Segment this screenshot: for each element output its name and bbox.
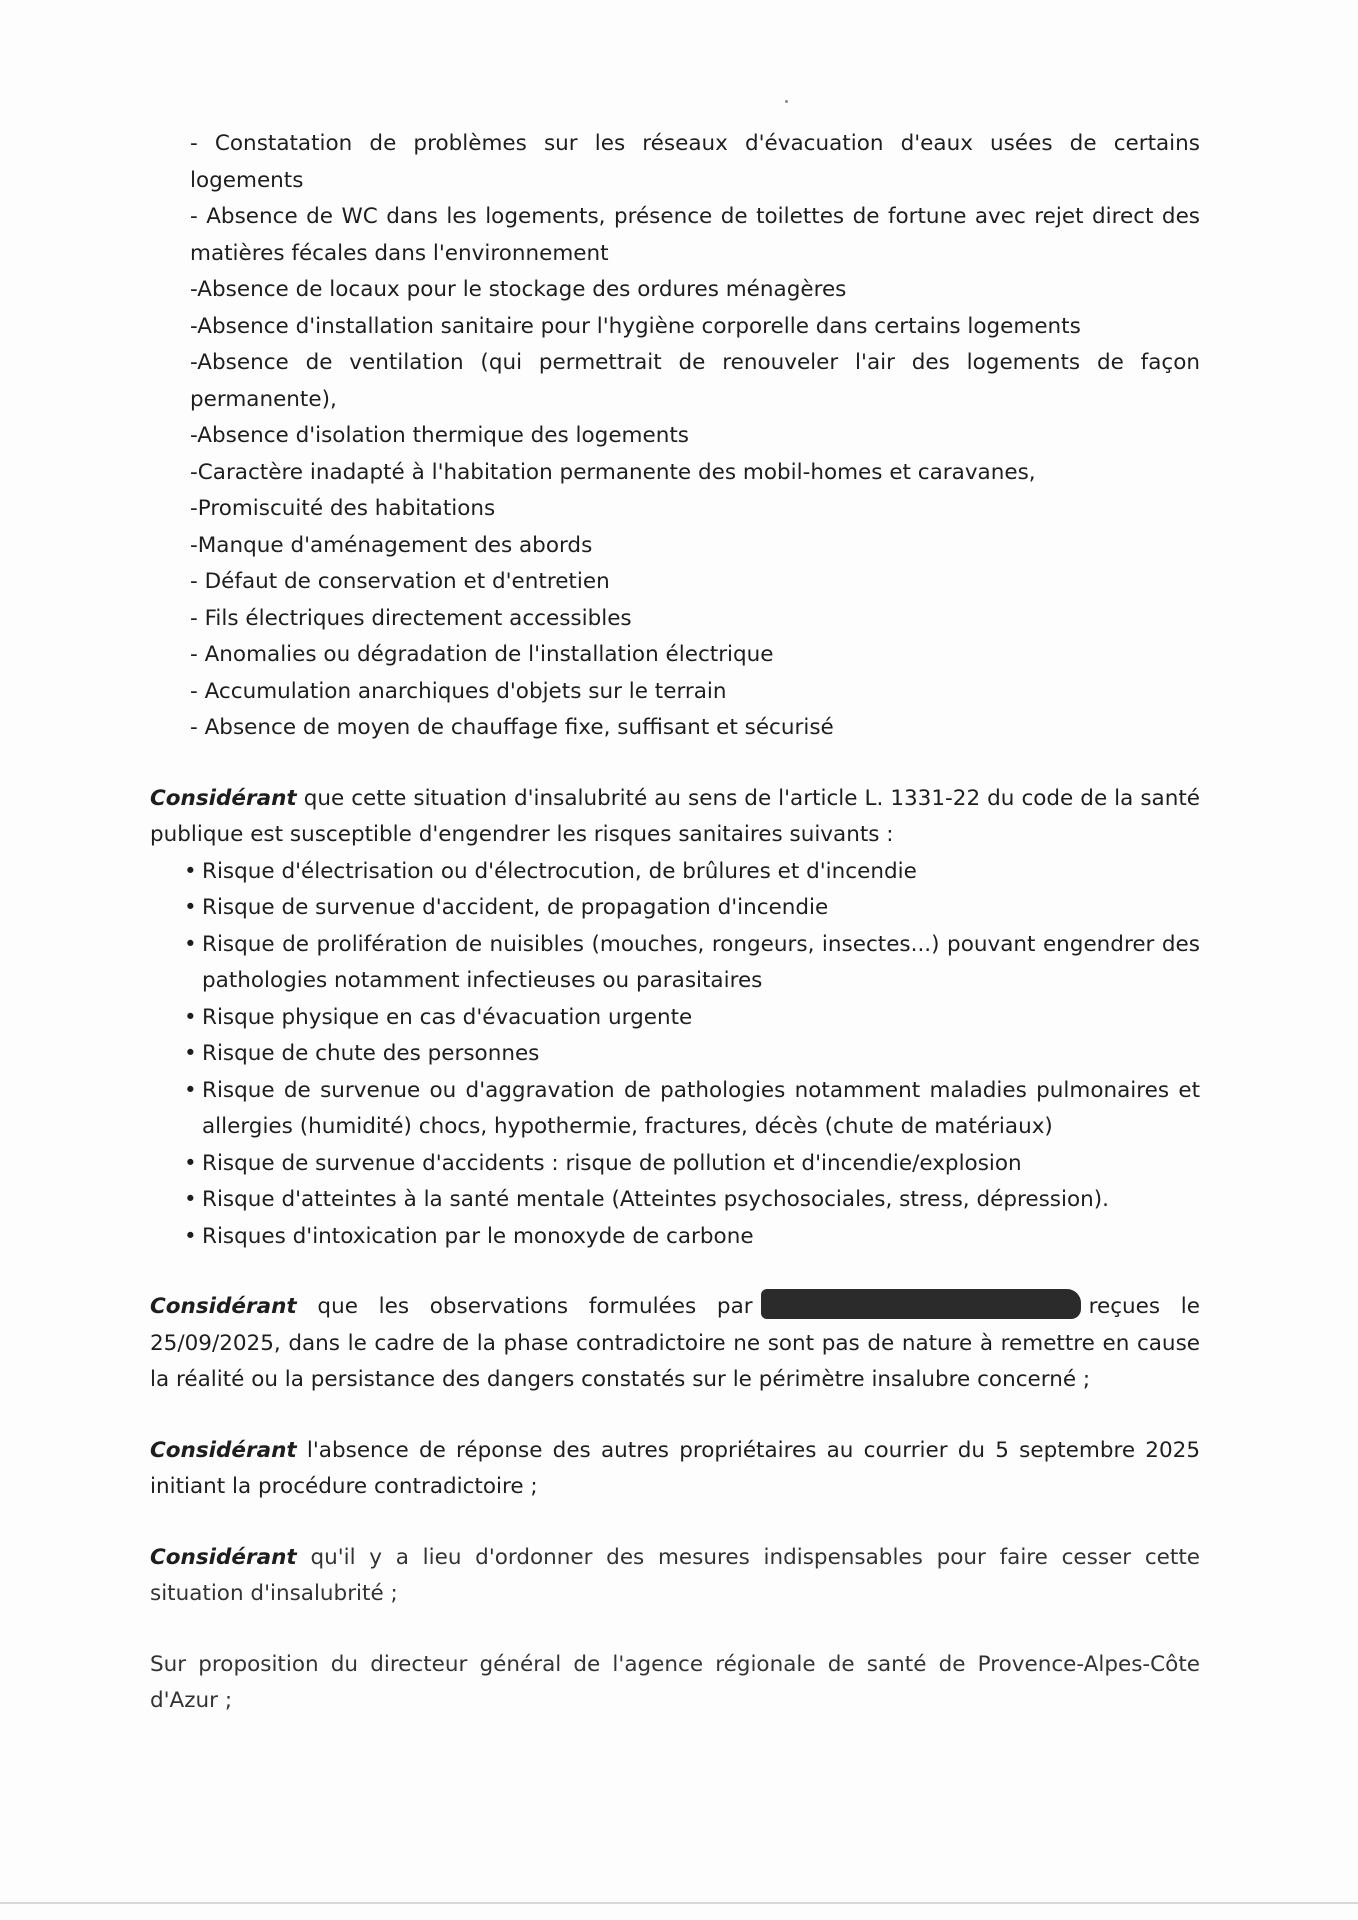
problems-list [150,126,1200,747]
risks-list [150,854,1200,1256]
problem-item: - Constatation de problèmes sur les réseaux d'évacuation d'eaux usées de certains logements [190,131,1200,193]
risks-intro: que cette situation d'insalubrité au sens de l'article L. 1331-22 du code de la santé publique est susceptible d'engendrer les risques sanitaires suivants : [150,785,1200,847]
problem-item: -Promiscuité des habitations [190,496,496,521]
problem-item: - Anomalies ou dégradation de l'installation électrique [190,642,774,667]
risk-item: • Risque de survenue ou d'aggravation de pathologies notamment maladies pulmonaires et allergies (humidité) chocs, hypothermie, fractures, décès (chute de matériaux) [150,1073,1200,1146]
risk-item: • Risques d'intoxication par le monoxyde de carbone [150,1219,1200,1256]
scan-bottom-edge [0,1902,1358,1904]
scan-speck [785,100,788,103]
risk-item: • Risque de prolifération de nuisibles (mouches, rongeurs, insectes...) pouvant engendrer des pathologies notamment infectieuses ou parasitaires [150,927,1200,1000]
problem-item: - Absence de moyen de chauffage fixe, suffisant et sécurisé [190,715,834,740]
problem-item: -Absence de ventilation (qui permettrait de renouveler l'air des logements de façon permanente), [190,350,1200,412]
considerant-keyword: Considérant [150,1544,297,1570]
ordonner-paragraph [150,1540,1200,1613]
problem-item: - Défaut de conservation et d'entretien [190,569,610,594]
problem-item: -Absence d'isolation thermique des logements [190,423,689,448]
problem-item: - Fils électriques directement accessibles [190,605,632,631]
document-body [150,126,1200,1720]
considerant-keyword: Considérant [150,785,297,811]
problem-item: -Absence d'installation sanitaire pour l'hygiène corporelle dans certains logements [190,313,1081,339]
observations-paragraph [150,1289,1200,1399]
risk-item: • Risque d'électrisation ou d'électrocution, de brûlures et d'incendie [150,854,1200,891]
problem-item: -Absence de locaux pour le stockage des ordures ménagères [190,277,847,302]
risk-item: • Risque de survenue d'accident, de propagation d'incendie [150,890,1200,927]
observations-after: reçues le 25/09/2025, dans le cadre de la phase contradictoire ne sont pas de nature à remettre en cause la réalité ou la persistance des dangers constatés sur le périmètre insalubre concerné ; [150,1294,1200,1392]
problem-item: -Manque d'aménagement des abords [190,532,593,558]
risks-paragraph [150,781,1200,1256]
risk-item: • Risque d'atteintes à la santé mentale (Atteintes psychosociales, stress, dépression). [150,1182,1200,1219]
redaction-block [761,1289,1081,1319]
proposition-paragraph [150,1647,1200,1720]
risk-item: • Risque physique en cas d'évacuation urgente [150,1000,1200,1037]
risk-item: • Risque de chute des personnes [150,1036,1200,1073]
considerant-keyword: Considérant [150,1437,297,1463]
problem-item: -Caractère inadapté à l'habitation permanente des mobil-homes et caravanes, [190,459,1036,485]
ordonner-text: qu'il y a lieu d'ordonner des mesures indispensables pour faire cesser cette situation d'insalubrité ; [150,1544,1200,1606]
considerant-keyword: Considérant [150,1294,297,1319]
problem-item: - Absence de WC dans les logements, présence de toilettes de fortune avec rejet direct des matières fécales dans l'environnement [190,204,1200,266]
absence-paragraph [150,1433,1200,1506]
proposition-text: Sur proposition du directeur général de l'agence régionale de santé de Provence-Alpes-Côte d'Azur ; [150,1651,1200,1713]
absence-text: l'absence de réponse des autres propriétaires au courrier du 5 septembre 2025 initiant la procédure contradictoire ; [150,1437,1200,1499]
risk-item: • Risque de survenue d'accidents : risque de pollution et d'incendie/explosion [150,1146,1200,1183]
observations-before: que les observations formulées par [317,1294,753,1319]
problem-item: - Accumulation anarchiques d'objets sur le terrain [190,678,727,704]
